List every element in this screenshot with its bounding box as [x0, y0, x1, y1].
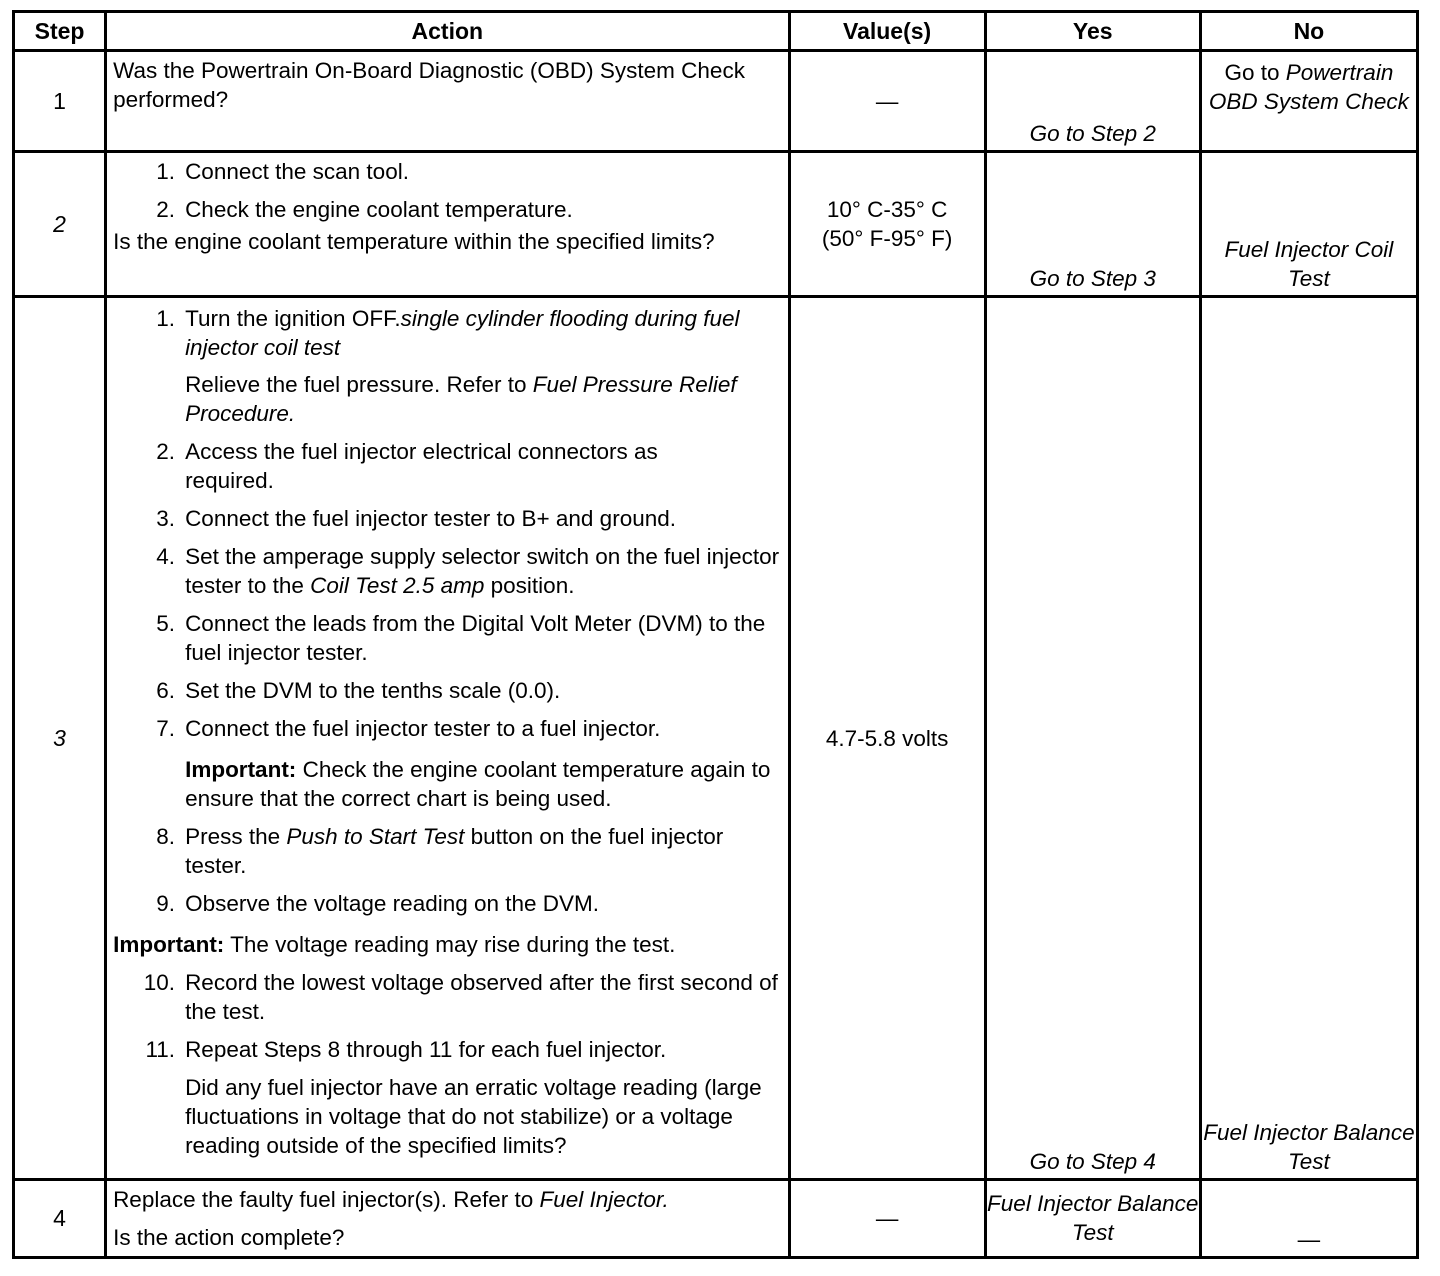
action-text: Replace the faulty fuel injector(s). Refer to Fuel Injector. — [113, 1187, 669, 1212]
list-item: 9. Observe the voltage reading on the DVM. — [156, 891, 600, 916]
diagnostic-table — [12, 10, 1419, 1259]
action-cell — [106, 297, 789, 1180]
value-cell: 4.7-5.8 volts — [789, 297, 985, 1180]
list-item: 8. Press the Push to Start Test button on the fuel injector tester. — [156, 824, 724, 878]
no-cell: Fuel Injector Coil Test — [1200, 152, 1417, 297]
value-cell: — — [789, 1180, 985, 1258]
no-cell: Fuel Injector Balance Test — [1200, 297, 1417, 1180]
action-cell — [106, 152, 789, 297]
yes-cell: Go to Step 2 — [985, 51, 1200, 152]
yes-cell: Go to Step 3 — [985, 152, 1200, 297]
header-action: Action — [106, 12, 789, 51]
important-note: Important: Check the engine coolant temperature again to ensure that the correct chart is being used. — [185, 757, 771, 811]
list-item: 4. Set the amperage supply selector switch on the fuel injector tester to the Coil Test 2.5 amp position. — [156, 544, 780, 598]
yes-cell: Go to Step 4 — [985, 297, 1200, 1180]
important-note: Important: The voltage reading may rise during the test. — [113, 932, 676, 957]
header-no: No — [1200, 12, 1417, 51]
table-row — [14, 152, 1418, 297]
action-question: Is the action complete? — [113, 1225, 345, 1250]
list-item: 11. Repeat Steps 8 through 11 for each fuel injector. — [145, 1037, 667, 1062]
header-step: Step — [14, 12, 106, 51]
header-row — [14, 12, 1418, 51]
header-values: Value(s) — [789, 12, 985, 51]
value-celsius: 10° C-35° C — [826, 197, 948, 222]
list-item: 3. Connect the fuel injector tester to B+ and ground. — [156, 506, 676, 531]
step-number: 1 — [14, 51, 106, 152]
list-item: 5. Connect the leads from the Digital Volt Meter (DVM) to the fuel injector tester. — [156, 611, 766, 665]
list-item: 1. Turn the ignition OFF.single cylinder flooding during fuel injector coil test — [156, 306, 740, 360]
list-item: 2. Check the engine coolant temperature. — [156, 197, 573, 222]
table-row — [14, 51, 1418, 152]
list-item: 10. Record the lowest voltage observed after the first second of the test. — [143, 970, 778, 1024]
table-row — [14, 297, 1418, 1180]
value-cell — [789, 152, 985, 297]
action-question: Is the engine coolant temperature within the specified limits? — [113, 229, 715, 254]
action-question: Did any fuel injector have an erratic voltage reading (large fluctuations in voltage that do not stabilize) or a voltage reading outside of the specified limits? — [185, 1075, 762, 1158]
header-yes: Yes — [985, 12, 1200, 51]
yes-cell: Fuel Injector Balance Test — [985, 1180, 1200, 1258]
value-cell — [789, 51, 985, 152]
value-dash: — — [875, 88, 899, 114]
no-prefix: Go to — [1224, 60, 1286, 85]
no-cell: — — [1200, 1180, 1417, 1258]
table-row — [14, 1180, 1418, 1258]
list-item: 1. Connect the scan tool. — [156, 159, 409, 184]
step-number: 2 — [14, 152, 106, 297]
action-cell — [106, 51, 789, 152]
step-number: 4 — [14, 1180, 106, 1258]
list-item: 2. Access the fuel injector electrical connectors as required. — [156, 439, 658, 493]
no-cell — [1200, 51, 1417, 152]
step-number: 3 — [14, 297, 106, 1180]
action-question: Was the Powertrain On-Board Diagnostic (OBD) System Check performed? — [113, 58, 745, 112]
list-item: 6. Set the DVM to the tenths scale (0.0). — [156, 678, 561, 703]
list-item: 7. Connect the fuel injector tester to a fuel injector. — [156, 716, 661, 741]
no-link: Powertrain OBD System Check — [1208, 60, 1409, 114]
value-fahrenheit: (50° F-95° F) — [821, 226, 953, 251]
sub-paragraph: Relieve the fuel pressure. Refer to Fuel Pressure Relief Procedure. — [185, 372, 737, 426]
action-cell — [106, 1180, 789, 1258]
